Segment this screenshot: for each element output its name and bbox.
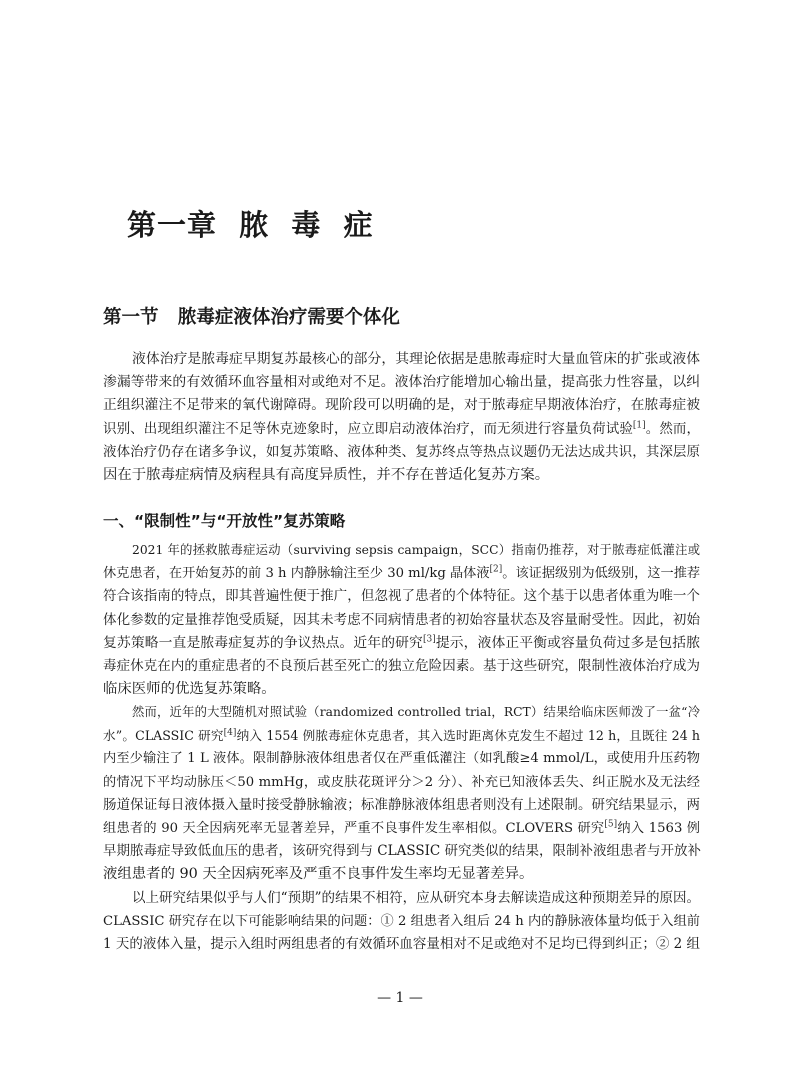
line-text-continued: 。然而， — [645, 420, 701, 437]
text-line — [103, 817, 700, 840]
paragraph-rct-results — [103, 701, 700, 887]
line-text: 临床医师的优选复苏策略。 — [103, 681, 276, 698]
line-text: 复苏策略一直是脓毒症复苏的争议热点。近年的研究 — [103, 634, 423, 651]
text-line — [103, 887, 700, 910]
section-title: 第一节 脓毒症液体治疗需要个体化 — [103, 307, 400, 328]
text-line — [103, 632, 700, 655]
line-text: 内至少输注了 1 L 液体。限制静脉液体组患者仅在严重低灌注（如乳酸≥4 mmol/L，或使用升压药物 — [103, 751, 700, 767]
line-text: 体化参数的定量推荐饱受质疑，因其未考虑不同病情患者的初始容量状态及容量耐受性。因此，初始 — [103, 611, 700, 628]
text-line — [103, 585, 700, 608]
line-text-continued: 。该证据级别为低级别，这一推荐 — [502, 566, 701, 582]
text-line — [103, 655, 700, 678]
line-text: 1 天的液体入量，提示入组时两组患者的有效循环血容量相对不足或绝对不足均已得到纠正；② 2 组 — [103, 936, 701, 953]
line-text: 液体治疗仍存在诸多争议，如复苏策略、液体种类、复苏终点等热点议题仍无法达成共识，其深层原 — [103, 443, 700, 460]
line-text-continued: 提示，液体正平衡或容量负荷过多是包括脓 — [435, 634, 701, 651]
text-line — [103, 418, 700, 441]
line-text: 然而，近年的大型随机对照试验（randomized controlled trial，RCT）结果给临床医师泼了一盆“冷 — [132, 705, 700, 719]
intro-paragraph — [103, 348, 700, 487]
text-line — [103, 562, 700, 585]
line-text: 2021 年的拯救脓毒症运动（surviving sepsis campaign，SCC）指南仍推荐，对于脓毒症低灌注或 — [132, 543, 700, 557]
line-text: 液体治疗是脓毒症早期复苏最核心的部分，其理论依据是患脓毒症时大量血管床的扩张或液体 — [132, 351, 700, 367]
line-text: 符合该指南的特点，即其普遍性便于推广，但忽视了患者的个体特征。这个基于以患者体重为唯一个 — [103, 588, 700, 605]
text-line — [103, 771, 700, 794]
text-line — [103, 464, 700, 487]
text-line — [103, 910, 700, 933]
subheading-strategies: 一、“限制性”与“开放性”复苏策略 — [103, 512, 346, 530]
line-text: CLASSIC 研究存在以下可能影响结果的问题：① 2 组患者入组后 24 h 内的静脉液体量均低于入组前 — [103, 914, 700, 930]
chapter-title: 第一章 脓 毒 症 — [127, 208, 374, 242]
line-text-continued: 纳入 1554 例脓毒症休克患者，其入选时距离休克发生不超过 12 h，且既往 24 h — [236, 728, 701, 744]
citation-ref[interactable]: [1] — [632, 420, 646, 431]
text-line — [103, 371, 700, 394]
text-line — [103, 678, 700, 701]
text-line — [103, 609, 700, 632]
line-text: 的情况下平均动脉压＜50 mmHg，或皮肤花斑评分＞2 分）、补充已知液体丢失、纠正脱水及无法经 — [103, 774, 700, 790]
line-text: 因在于脓毒症病情及病程具有高度异质性，并不存在普适化复苏方案。 — [103, 466, 550, 483]
text-line — [103, 724, 700, 747]
citation-ref[interactable]: [4] — [223, 728, 237, 738]
line-text: 毒症休克在内的重症患者的不良预后甚至死亡的独立危险因素。基于这些研究，限制性液体治疗成为 — [103, 657, 700, 674]
line-text-continued: 纳入 1563 例 — [617, 820, 700, 836]
line-text: 肠道保证每日液体摄入量时接受静脉输液；标准静脉液体组患者则没有上述限制。研究结果显示，两 — [103, 796, 700, 813]
citation-ref[interactable]: [5] — [604, 819, 618, 830]
text-line — [103, 933, 700, 956]
text-line — [103, 394, 700, 417]
text-line — [103, 794, 700, 817]
text-line — [103, 701, 700, 724]
line-text: 水”。CLASSIC 研究 — [103, 728, 224, 744]
page-number: — 1 — — [377, 990, 423, 1006]
text-line — [103, 747, 700, 770]
line-text: 早期脓毒症导致低血压的患者，该研究得到与 CLASSIC 研究类似的结果，限制补液组患者与开放补 — [103, 843, 702, 860]
line-text: 渗漏等带来的有效循环血容量相对或绝对不足。液体治疗能增加心输出量，提高张力性容量，以纠 — [103, 374, 700, 391]
line-text: 组患者的 90 天全因病死率无显著差异，严重不良事件发生率相似。CLOVERS 研究 — [103, 820, 605, 836]
line-text: 休克患者，在开始复苏的前 3 h 内静脉输注至少 30 ml/kg 晶体液 — [103, 566, 490, 582]
text-line — [103, 840, 700, 863]
text-line — [103, 348, 700, 371]
line-text: 识别、出现组织灌注不足等休克迹象时，应立即启动液体治疗，而无须进行容量负荷试验 — [103, 420, 633, 437]
paragraph-ssc-guideline — [103, 539, 700, 701]
text-line — [103, 539, 700, 562]
line-text: 正组织灌注不足带来的氧代谢障碍。现阶段可以明确的是，对于脓毒症早期液体治疗，在脓毒症被 — [103, 397, 700, 414]
citation-ref[interactable]: [3] — [422, 634, 436, 645]
text-line — [103, 863, 700, 886]
line-text: 液组患者的 90 天全因病死率及严重不良事件发生率均无显著差异。 — [103, 866, 534, 883]
line-text: 以上研究结果似乎与人们“预期”的结果不相符，应从研究本身去解读造成这种预期差异的原因。 — [132, 890, 700, 906]
paragraph-interpretation — [103, 887, 700, 957]
citation-ref[interactable]: [2] — [489, 564, 503, 575]
text-line — [103, 441, 700, 464]
